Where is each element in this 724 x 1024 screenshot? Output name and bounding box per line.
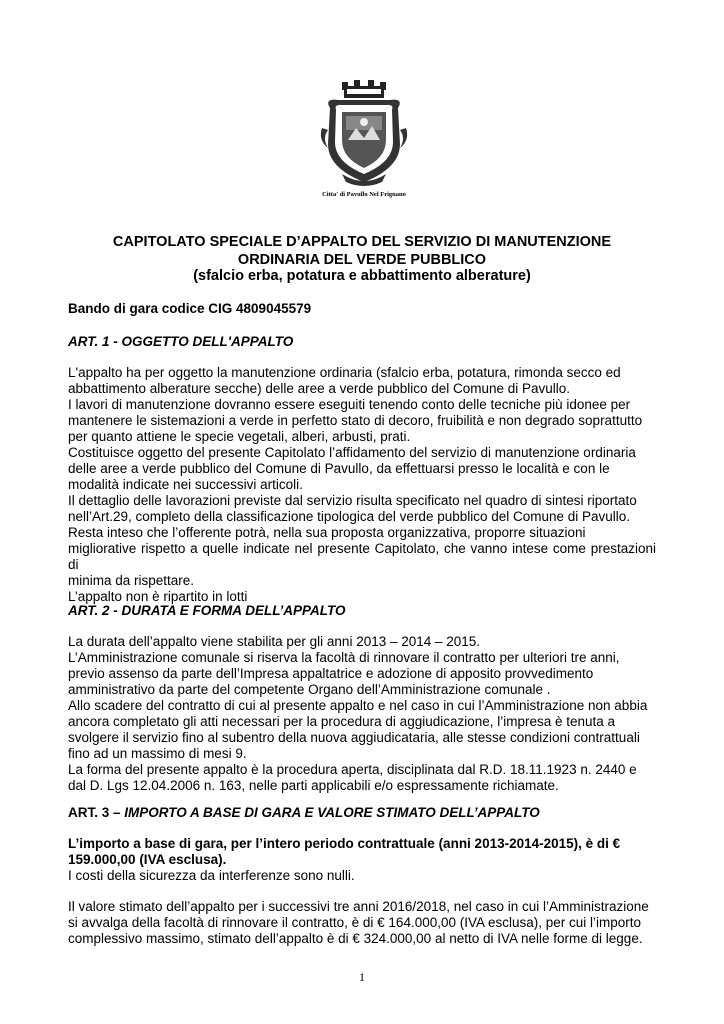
art3-safety-costs [68, 868, 656, 884]
art1-line-6: Costituisce oggetto del presente Capitolato l’affidamento del servizio di manutenzione ordinaria [68, 445, 636, 460]
art1-line-12: migliorative rispetto a quelle indicate nel presente Capitolato, che vanno intese come prestazioni di [68, 541, 656, 572]
art2-line-7: svolgere il servizio fino al subentro della nuova aggiudicataria, alle stesse condizioni contrattuali [68, 730, 640, 745]
art1-line-1: L'appalto ha per oggetto la manutenzione ordinaria (sfalcio erba, potatura, rimonda secco ed [68, 365, 621, 380]
art1-line-3: I lavori di manutenzione dovranno essere eseguiti tenendo conto delle tecniche più idonee per [68, 397, 631, 412]
art1-body [68, 365, 656, 605]
art1-line-11: Resta inteso che l’offerente potrà, nella sua proposta organizzativa, proporre situazioni [68, 525, 586, 540]
art3-line-2: si avvalga della facoltà di rinnovare il contratto, è di € 164.000,00 (IVA esclusa), per cui l’importo [68, 915, 642, 930]
crest-caption: Citta' di Pavullo Nel Frignano [322, 191, 406, 198]
title-line-3: (sfalcio erba, potatura e abbattimento alberature) [193, 268, 531, 284]
art3-bold-line-2: 159.000,00 (IVA esclusa). [68, 852, 227, 867]
art1-line-5: per quanto attiene le specie vegetali, alberi, arbusti, prati. [68, 429, 411, 444]
art2-line-1: La durata dell’appalto viene stabilita per gli anni 2013 – 2014 – 2015. [68, 634, 481, 649]
art1-line-10: nell’Art.29, completo della classificazione tipologica del verde pubblico del Comune di Pavullo. [68, 509, 631, 524]
title-line-1: CAPITOLATO SPECIALE D’APPALTO DEL SERVIZIO DI MANUTENZIONE [112, 234, 612, 250]
art3-heading-prefix: ART. 3 – [68, 805, 125, 820]
art2-body [68, 634, 656, 794]
art2-line-6: ancora completato gli atti necessari per la procedura di aggiudicazione, l’impresa è tenuta a [68, 714, 616, 729]
art2-line-10: dal D. Lgs 12.04.2006 n. 163, nelle parti applicabili e/o espressamente richiamate. [68, 778, 559, 793]
art2-line-3: previo assenso da parte dell’Impresa appaltatrice e adozione di apposito provvedimento [68, 666, 594, 681]
art2-line-4: amministrativo da parte del competente Organo dell’Amministrazione comunale . [68, 682, 551, 697]
art3-line-1: Il valore stimato dell’appalto per i successivi tre anni 2016/2018, nel caso in cui l’Amministrazione [68, 899, 649, 914]
art3-heading [68, 805, 540, 820]
art2-line-9: La forma del presente appalto è la procedura aperta, disciplinata dal R.D. 18.11.1923 n. 2440 e [68, 762, 637, 777]
art1-line-14: L’appalto non è ripartito in lotti [68, 589, 248, 604]
crest-emblem-icon [316, 78, 412, 190]
art3-bold-line-1: L’importo a base di gara, per l’intero periodo contrattuale (anni 2013-2014-2015), è di € [68, 836, 621, 851]
art2-heading-text: ART. 2 - DURATA E FORMA DELL’APPALTO [68, 603, 346, 618]
art3-line-after: I costi della sicurezza da interferenze sono nulli. [68, 868, 355, 883]
art3-body [68, 899, 656, 947]
art1-line-7: delle aree a verde pubblico del Comune di Pavullo, da effettuarsi presso le località e con le [68, 461, 610, 476]
art2-line-8: fino ad un massimo di mesi 9. [68, 746, 247, 761]
title-line-2: ORDINARIA DEL VERDE PUBBLICO [237, 252, 487, 268]
cig-code: Bando di gara codice CIG 4809045579 [68, 301, 312, 316]
art3-amount [68, 836, 656, 868]
art1-line-2: abbattimento alberature secche) delle aree a verde pubblico del Comune di Pavullo. [68, 381, 571, 396]
art2-heading [68, 603, 346, 618]
art1-line-13: minima da rispettare. [68, 573, 195, 588]
municipal-crest-logo [316, 78, 412, 204]
art1-heading-text: ART. 1 - OGGETTO DELL'APPALTO [68, 334, 294, 349]
art1-line-9: Il dettaglio delle lavorazioni previste dal servizio risulta specificato nel quadro di sintesi riportato [68, 493, 637, 508]
art2-line-2: L’Amministrazione comunale si riserva la facoltà di rinnovare il contratto per ulteriori tre anni, [68, 650, 620, 665]
art1-line-8: modalità indicate nei successivi articoli. [68, 477, 303, 492]
page-number: 1 [359, 970, 365, 984]
art1-line-4: mantenere le sistemazioni a verde in perfetto stato di decoro, fruibilità e non degrado soprattutto [68, 413, 643, 428]
art3-line-3: complessivo massimo, stimato dell’appalto è di € 324.000,00 al netto di IVA nelle forme di legge. [68, 931, 643, 946]
art3-heading-text: IMPORTO A BASE DI GARA E VALORE STIMATO DELL’APPALTO [124, 805, 540, 820]
art1-heading [68, 334, 293, 349]
art2-line-5: Allo scadere del contratto di cui al presente appalto e nel caso in cui l’Amministrazione non abbia [68, 698, 648, 713]
